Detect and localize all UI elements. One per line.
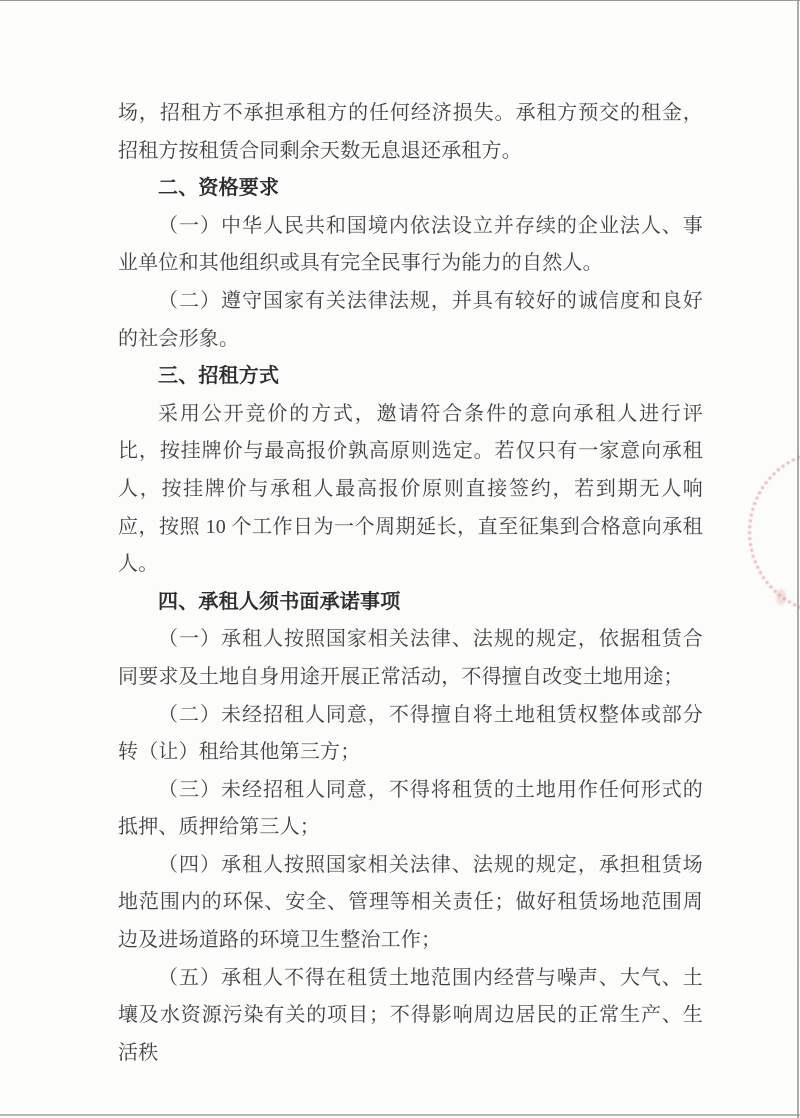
- body-paragraph: （一）承租人按照国家相关法律、法规的规定，依据租赁合同要求及土地自身用途开展正常活动，不得擅自改变土地用途；: [118, 628, 703, 688]
- body-paragraph: （一）中华人民共和国境内依法设立并存续的企业法人、事业单位和其他组织或具有完全民事行为能力的自然人。: [118, 214, 703, 275]
- body-paragraph: 采用公开竞价的方式，邀请符合条件的意向承租人进行评比，按挂牌价与最高报价孰高原则选定。若仅只有一家意向承租人，按挂牌价与承租人最高报价原则直接签约，若到期无人响应，按照 10 个工作日为一个周期延长，直至征集到合格意向承租人。: [118, 402, 703, 576]
- section-heading: 四、承租人须书面承诺事项: [158, 590, 401, 613]
- body-paragraph: （四）承租人按照国家相关法律、法规的规定，承担租赁场地范围内的环保、安全、管理等相关责任；做好租赁场地范围周边及进场道路的环境卫生整治工作；: [118, 853, 703, 952]
- document-text-block: [118, 95, 703, 1072]
- scan-edge-right: [797, 1, 799, 1118]
- body-paragraph: 场，招租方不承担承租方的任何经济损失。承租方预交的租金，招租方按租赁合同剩余天数无息退还承租方。: [118, 102, 703, 162]
- body-paragraph: （二）遵守国家有关法律法规，并具有较好的诚信度和良好的社会形象。: [118, 289, 703, 350]
- section-heading: 二、资格要求: [158, 177, 280, 200]
- scan-edge-bottom: [0, 1114, 800, 1116]
- body-paragraph: （二）未经招租人同意，不得擅自将土地租赁权整体或部分转（让）租给其他第三方；: [118, 703, 703, 764]
- body-paragraph: （五）承租人不得在租赁土地范围内经营与噪声、大气、土壤及水资源污染有关的项目；不得影响周边居民的正常生产、生活秩: [118, 966, 703, 1064]
- red-seal-speck-icon: [776, 589, 786, 605]
- red-seal-icon: [748, 449, 800, 615]
- body-paragraph: （三）未经招租人同意，不得将租赁的土地用作任何形式的抵押、质押给第三人；: [118, 778, 703, 839]
- section-heading: 三、招租方式: [158, 365, 280, 388]
